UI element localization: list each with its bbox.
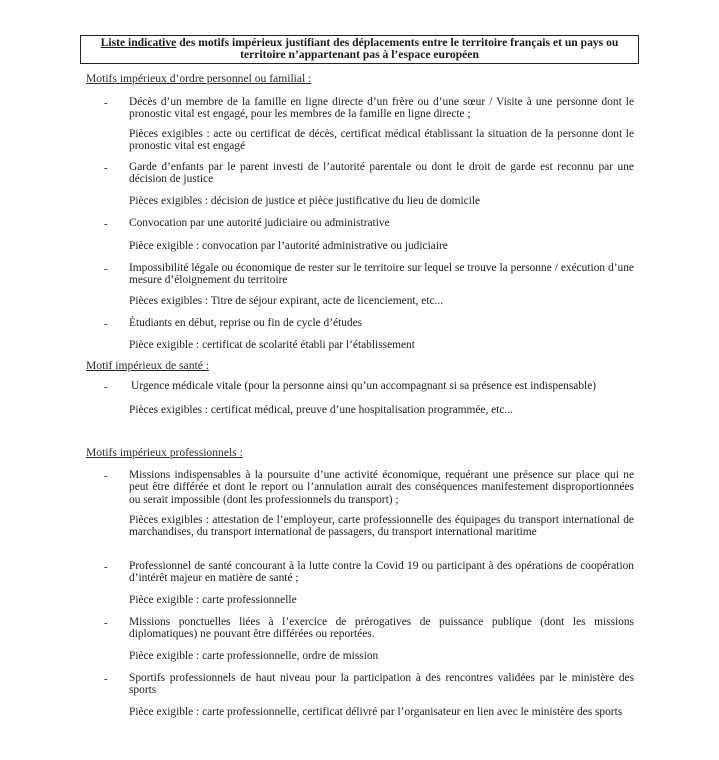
bullet-dash: -	[104, 263, 108, 275]
motif-item: Missions ponctuelles liées à l’exercice de prérogatives de puissance publique (dont les missions diplomatiques) ne pouvant être différées ou reportées.	[129, 616, 634, 641]
section-heading-personal: Motifs impérieux d’ordre personnel ou familial :	[86, 72, 312, 85]
motif-item: Urgence médicale vitale (pour la personne ainsi qu’un accompagnant si sa présence est indispensable)	[131, 380, 597, 392]
required-documents: Pièces exigibles : certificat médical, preuve d’une hospitalisation programmée, etc...	[129, 404, 513, 416]
section-heading-health: Motif impérieux de santé :	[86, 359, 209, 372]
title-line2: territoire n’appartenant pas à l’espace européen	[240, 48, 479, 62]
required-documents: Pièce exigible : convocation par l’autorité administrative ou judiciaire	[129, 240, 448, 252]
bullet-dash: -	[104, 162, 108, 174]
required-documents: Pièces exigibles : décision de justice et pièce justificative du lieu de domicile	[129, 195, 481, 207]
bullet-dash: -	[104, 470, 108, 482]
title-rest: des motifs impérieux justifiant des déplacements entre le territoire français et un pays ou	[176, 36, 619, 49]
motif-item: Décès d’un membre de la famille en ligne directe d’un frère ou d’une sœur / Visite à une personne dont le pronostic vital est engagé, pour les membres de la famille en ligne directe ;	[129, 96, 634, 121]
bullet-dash: -	[104, 318, 108, 330]
motif-item: Sportifs professionnels de haut niveau pour la participation à des rencontres validées par le ministère des sports	[129, 672, 634, 697]
bullet-dash: -	[104, 97, 108, 109]
motif-item: Garde d’enfants par le parent investi de l’autorité parentale ou dont le droit de garde est reconnu par une décision de justice	[129, 161, 634, 186]
motif-item: Professionnel de santé concourant à la lutte contre la Covid 19 ou participant à des opérations de coopération d’intérêt majeur en matière de santé ;	[129, 560, 634, 585]
motif-item: Missions indispensables à la poursuite d’une activité économique, requérant une présence sur place qui ne peut être différée et dont le report ou l’annulation aurait des conséquences manifestement disproportionnées ou serait impossible (dont les professionnels du transport) ;	[129, 469, 634, 506]
bullet-dash: -	[104, 218, 108, 230]
required-documents: Pièce exigible : carte professionnelle, ordre de mission	[129, 650, 379, 662]
bullet-dash: -	[104, 673, 108, 685]
document-title-box	[80, 35, 639, 64]
section-heading-professional: Motifs impérieux professionnels :	[86, 446, 243, 459]
required-documents: Pièce exigible : carte professionnelle	[129, 594, 297, 606]
required-documents: Pièce exigible : certificat de scolarité établi par l’établissement	[129, 339, 415, 351]
required-documents: Pièces exigibles : attestation de l’employeur, carte professionnelle des équipages du transport international de marchandises, du transport international de passagers, du transport international maritime	[129, 514, 634, 539]
title-underlined: Liste indicative	[100, 36, 177, 49]
required-documents: Pièce exigible : carte professionnelle, certificat délivré par l’organisateur en lien avec le ministère des sports	[129, 706, 623, 718]
motif-item: Convocation par une autorité judiciaire ou administrative	[129, 217, 390, 229]
bullet-dash: -	[104, 561, 108, 573]
required-documents: Pièces exigibles : acte ou certificat de décès, certificat médical établissant la situation de la personne dont le pronostic vital est engagé	[129, 128, 634, 153]
motif-item: Impossibilité légale ou économique de rester sur le territoire sur lequel se trouve la personne / exécution d’une mesure d’éloignement du territoire	[129, 262, 634, 287]
bullet-dash: -	[104, 381, 108, 393]
required-documents: Pièces exigibles : Titre de séjour expirant, acte de licenciement, etc...	[129, 295, 444, 307]
motif-item: Étudiants en début, reprise ou fin de cycle d’études	[129, 317, 363, 329]
bullet-dash: -	[104, 617, 108, 629]
